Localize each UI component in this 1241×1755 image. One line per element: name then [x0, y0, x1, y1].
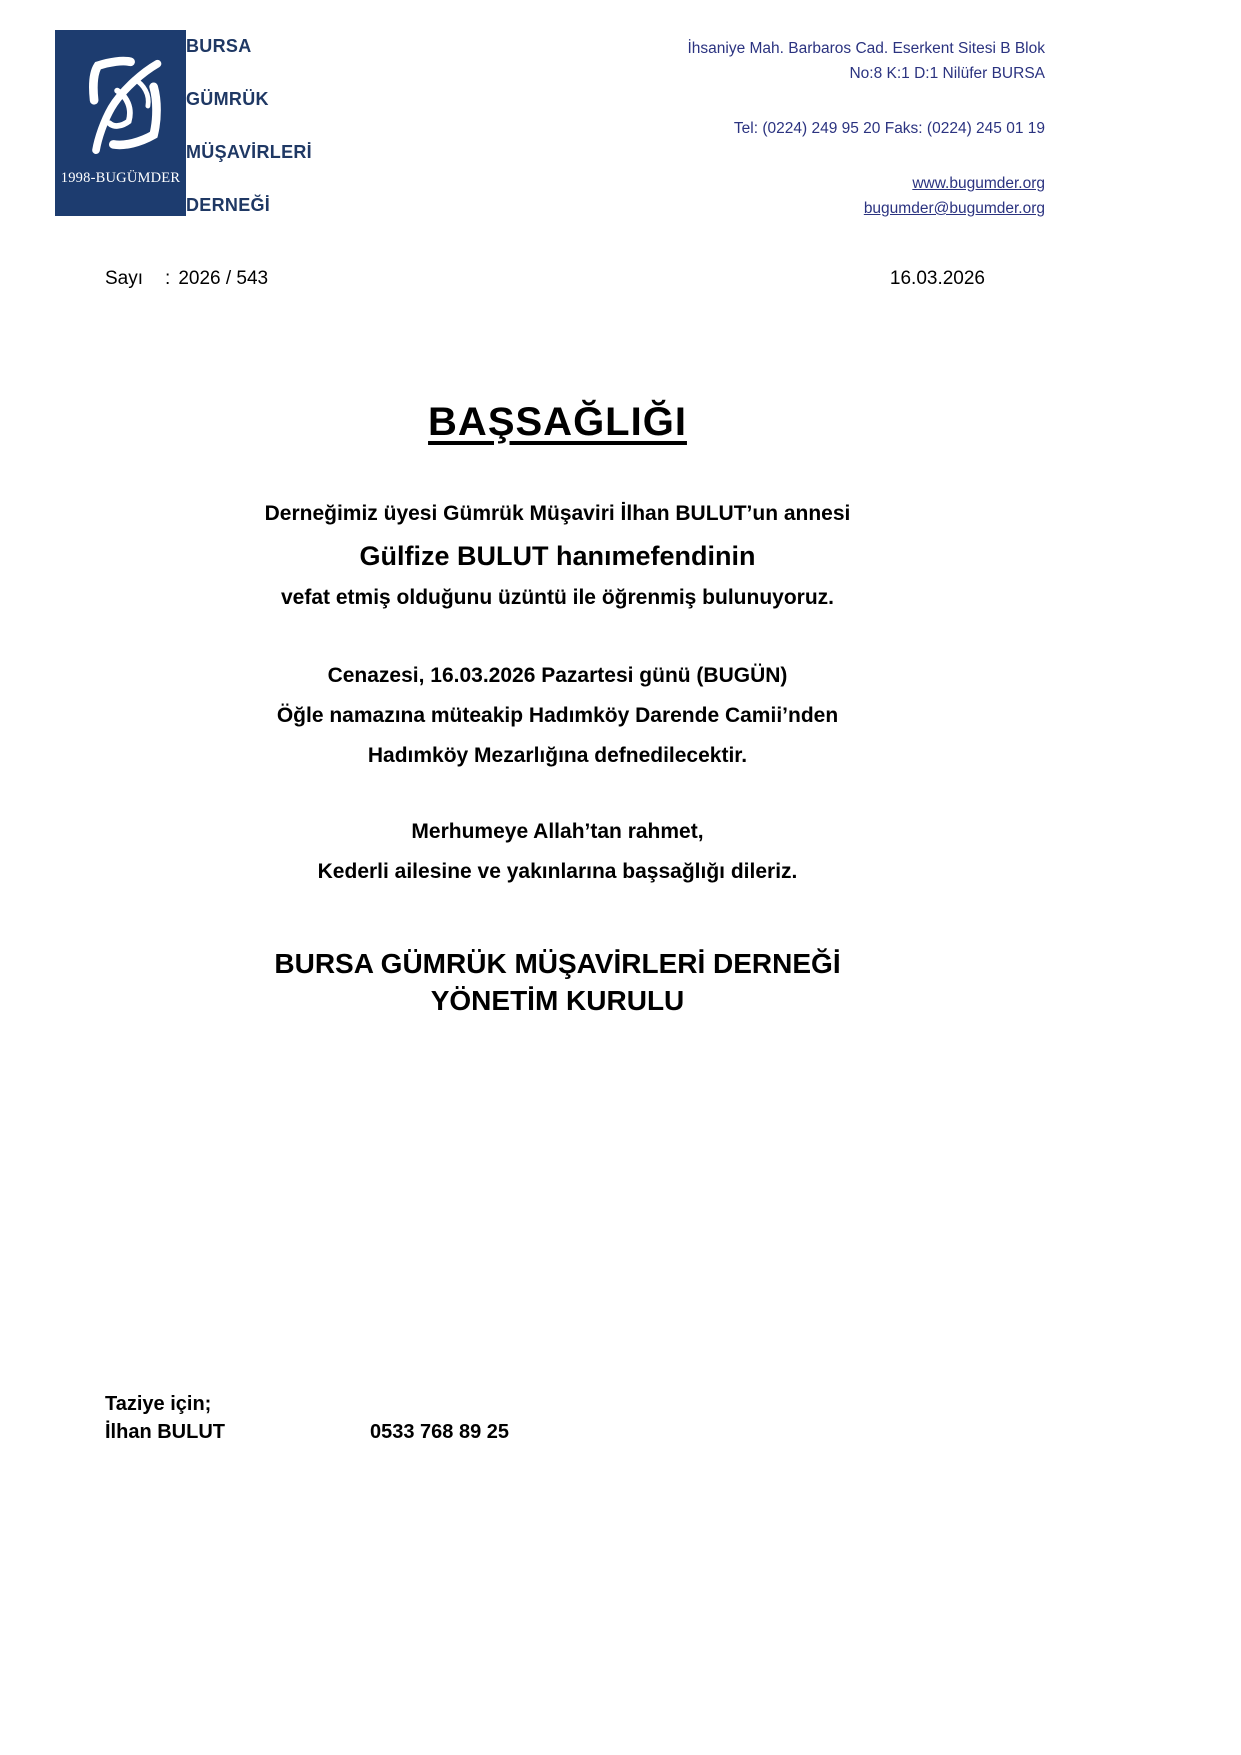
funeral-line-3: Hadımköy Mezarlığına defnedilecektir.	[367, 744, 748, 767]
condolence-contact	[105, 1390, 509, 1446]
address-line-1: İhsaniye Mah. Barbaros Cad. Eserkent Sitesi B Blok	[687, 40, 1045, 57]
condolence-contact-name: İlhan BULUT	[105, 1421, 225, 1443]
condolence-contact-phone: 0533 768 89 25	[370, 1421, 510, 1443]
intro-paragraph	[105, 499, 1010, 613]
condolence-line-1: Merhumeye Allah’tan rahmet,	[411, 820, 704, 843]
sayi-value: 2026 / 543	[178, 268, 269, 289]
condolence-line-2: Kederli ailesine ve yakınlarına başsağlığı dileriz.	[317, 860, 798, 883]
document-body	[105, 400, 1010, 1019]
reference-number	[105, 268, 268, 290]
organization-name	[186, 36, 312, 248]
document-date: 16.03.2026	[889, 268, 985, 289]
document-title: BAŞSAĞLIĞI	[428, 400, 687, 444]
funeral-line-2: Öğle namazına müteakip Hadımköy Darende Camii’nden	[276, 704, 839, 727]
address-line-2: No:8 K:1 D:1 Nilüfer BURSA	[849, 65, 1045, 82]
swan-emblem-icon	[73, 50, 169, 162]
org-name-line: DERNEĞİ	[186, 195, 271, 215]
org-name-line: MÜŞAVİRLERİ	[186, 142, 312, 162]
deceased-name-line: Gülfize BULUT hanımefendinin	[359, 541, 756, 571]
phone-fax-line: Tel: (0224) 249 95 20 Faks: (0224) 245 01 19	[733, 120, 1045, 137]
association-logo	[55, 30, 186, 216]
document-meta-row	[105, 268, 985, 290]
intro-line: Derneğimiz üyesi Gümrük Müşaviri İlhan BULUT’un annesi	[264, 502, 851, 525]
condolence-contact-label: Taziye için;	[105, 1393, 212, 1415]
logo-year-label: 1998-BUGÜMDER	[60, 170, 181, 186]
org-name-line: BURSA	[186, 36, 252, 56]
condolence-paragraph	[105, 817, 1010, 887]
email-link[interactable]: bugumder@bugumder.org	[863, 200, 1045, 217]
announce-line: vefat etmiş olduğunu üzüntü ile öğrenmiş bulunuyoruz.	[280, 586, 834, 609]
funeral-line-1: Cenazesi, 16.03.2026 Pazartesi günü (BUGÜN)	[327, 664, 788, 687]
signature-board-line: YÖNETİM KURULU	[430, 985, 685, 1016]
contact-block	[687, 36, 1045, 221]
funeral-paragraph	[105, 661, 1010, 771]
website-link[interactable]: www.bugumder.org	[912, 175, 1045, 192]
signature-org-line: BURSA GÜMRÜK MÜŞAVİRLERİ DERNEĞİ	[274, 948, 841, 979]
signature-block	[105, 945, 1010, 1019]
org-name-line: GÜMRÜK	[186, 89, 269, 109]
sayi-label: Sayı	[105, 268, 144, 289]
sayi-separator: :	[165, 268, 171, 289]
